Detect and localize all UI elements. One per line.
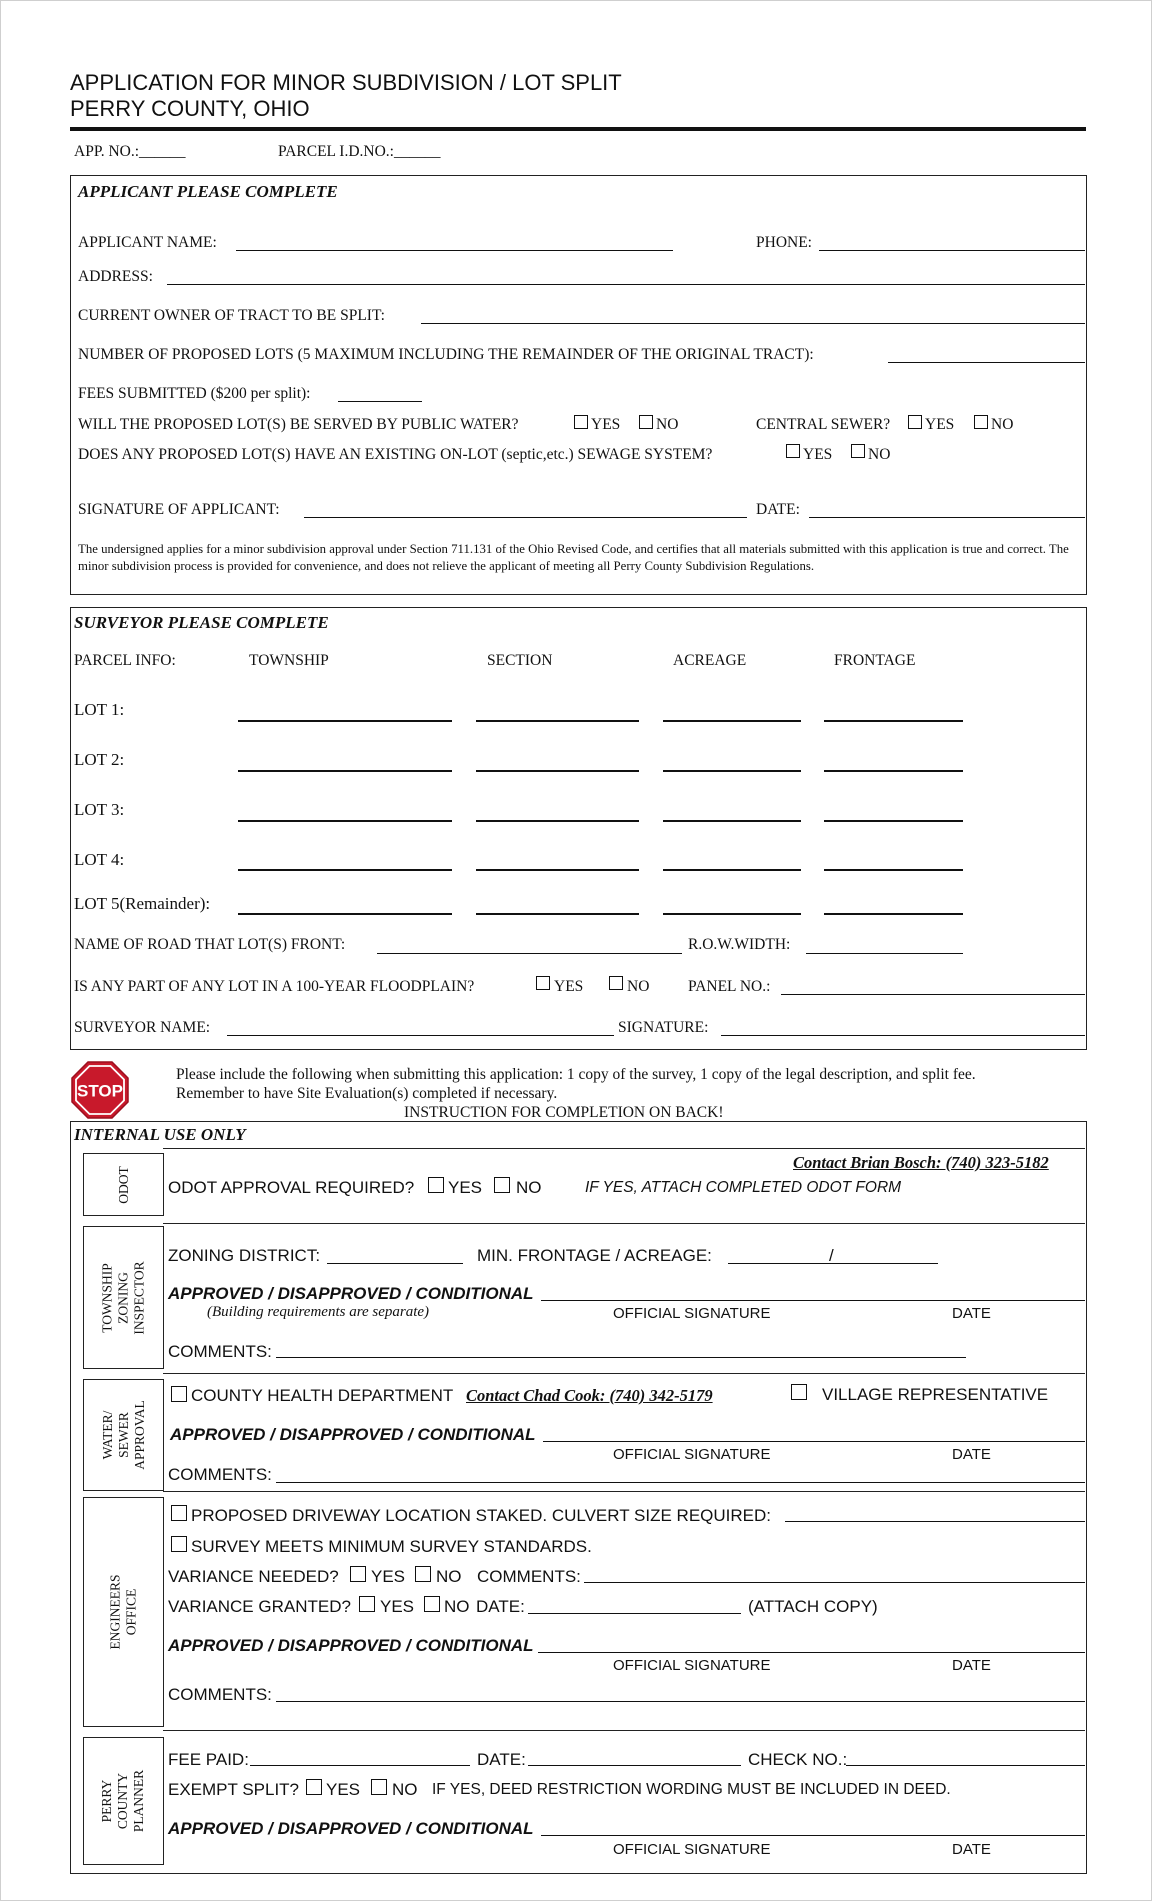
zoning-label-box bbox=[83, 1226, 164, 1369]
lot-3-acreage-input[interactable] bbox=[663, 820, 801, 822]
surveyor-signature-input[interactable] bbox=[721, 1035, 1085, 1036]
planner-date-caption: DATE bbox=[952, 1841, 991, 1858]
planner-label bbox=[99, 1770, 147, 1832]
water-comments-label: COMMENTS: bbox=[168, 1465, 272, 1484]
odot-yes-checkbox[interactable] bbox=[428, 1177, 444, 1193]
lot-5-township-input[interactable] bbox=[238, 913, 452, 915]
floodplain-question: IS ANY PART OF ANY LOT IN A 100-YEAR FLOODPLAIN? bbox=[74, 978, 475, 995]
lot-1-section-input[interactable] bbox=[476, 720, 639, 722]
village-rep-checkbox[interactable] bbox=[791, 1384, 807, 1400]
engineers-official-signature-input[interactable] bbox=[538, 1652, 1085, 1653]
variance-comments-label: COMMENTS: bbox=[477, 1567, 581, 1586]
onlot-yes-checkbox[interactable] bbox=[786, 444, 800, 458]
lot-1-acreage-input[interactable] bbox=[663, 720, 801, 722]
public-water-no-checkbox[interactable] bbox=[639, 415, 653, 429]
applicant-signature-input[interactable] bbox=[304, 517, 747, 518]
floodplain-no-checkbox[interactable] bbox=[609, 976, 623, 990]
water-bottom-rule bbox=[163, 1491, 1085, 1492]
water-date-caption: DATE bbox=[952, 1446, 991, 1463]
applicant-disclaimer: The undersigned applies for a minor subdivision approval under Section 711.131 of the Ohio Revised Code, and certifies that all materials submitted with this application is true and correct. The minor subdivision process is provided for convenience, and does not relieve the applicant of meeting all Perry County Subdivision Regulations. bbox=[78, 542, 1069, 573]
variance-granted-yes-label: YES bbox=[380, 1597, 415, 1616]
zoning-district-input[interactable] bbox=[327, 1263, 463, 1264]
exempt-split-label: EXEMPT SPLIT? bbox=[168, 1780, 300, 1799]
driveway-label: PROPOSED DRIVEWAY LOCATION STAKED. CULVERT SIZE REQUIRED: bbox=[191, 1506, 772, 1525]
owner-input[interactable] bbox=[421, 323, 1085, 324]
engineers-label-line2: OFFICE bbox=[123, 1588, 139, 1636]
applicant-name-input[interactable] bbox=[236, 250, 673, 251]
lot-1-label: LOT 1: bbox=[74, 700, 125, 719]
central-sewer-no-label: NO bbox=[991, 416, 1014, 433]
zoning-comments-input[interactable] bbox=[276, 1357, 966, 1358]
variance-needed-no-label: NO bbox=[436, 1567, 462, 1586]
water-contact: Contact Chad Cook: (740) 342-5179 bbox=[466, 1386, 713, 1405]
frontage-acreage-slash: / bbox=[829, 1246, 834, 1265]
lot-3-label: LOT 3: bbox=[74, 800, 125, 819]
variance-needed-label: VARIANCE NEEDED? bbox=[168, 1567, 339, 1586]
engineers-label bbox=[108, 1575, 140, 1650]
building-note: (Building requirements are separate) bbox=[207, 1304, 430, 1320]
planner-date-input[interactable] bbox=[528, 1765, 741, 1766]
exempt-no-label: NO bbox=[392, 1780, 418, 1799]
engineers-comments-input[interactable] bbox=[276, 1701, 1085, 1702]
variance-date-label: DATE: bbox=[476, 1597, 525, 1616]
zoning-date-caption: DATE bbox=[952, 1305, 991, 1322]
form-title: APPLICATION FOR MINOR SUBDIVISION / LOT SPLIT bbox=[70, 70, 622, 95]
odot-top-rule bbox=[163, 1148, 1085, 1149]
zoning-label-line2: ZONING bbox=[115, 1271, 131, 1324]
floodplain-no-label: NO bbox=[627, 978, 650, 995]
phone-input[interactable] bbox=[819, 250, 1085, 251]
odot-question: ODOT APPROVAL REQUIRED? bbox=[168, 1178, 415, 1197]
odot-yes-label: YES bbox=[448, 1178, 483, 1197]
panel-no-input[interactable] bbox=[781, 994, 1085, 995]
min-frontage-label: MIN. FRONTAGE / ACREAGE: bbox=[477, 1246, 712, 1265]
variance-granted-no-label: NO bbox=[444, 1597, 470, 1616]
zoning-label-line1: TOWNSHIP bbox=[99, 1262, 115, 1333]
surveyor-heading: SURVEYOR PLEASE COMPLETE bbox=[74, 613, 329, 632]
central-sewer-yes-checkbox[interactable] bbox=[908, 415, 922, 429]
lot-2-acreage-input[interactable] bbox=[663, 770, 801, 772]
central-sewer-question: CENTRAL SEWER? bbox=[756, 416, 891, 433]
lot-5-section-input[interactable] bbox=[476, 913, 639, 915]
variance-needed-yes-label: YES bbox=[371, 1567, 406, 1586]
odot-bottom-rule bbox=[163, 1223, 1085, 1224]
lot-3-township-input[interactable] bbox=[238, 820, 452, 822]
check-no-input[interactable] bbox=[846, 1765, 1085, 1766]
col-frontage: FRONTAGE bbox=[834, 652, 916, 669]
public-water-yes-checkbox[interactable] bbox=[574, 415, 588, 429]
road-input[interactable] bbox=[377, 953, 682, 954]
water-official-signature-caption: OFFICIAL SIGNATURE bbox=[613, 1446, 771, 1463]
planner-label-line2: COUNTY bbox=[115, 1772, 131, 1830]
onlot-no-label: NO bbox=[868, 446, 891, 463]
address-input[interactable] bbox=[167, 284, 1085, 285]
engineers-official-signature-caption: OFFICIAL SIGNATURE bbox=[613, 1657, 771, 1674]
village-rep-label: VILLAGE REPRESENTATIVE bbox=[822, 1385, 1049, 1404]
attach-copy-label: (ATTACH COPY) bbox=[748, 1597, 878, 1616]
col-acreage: ACREAGE bbox=[673, 652, 747, 669]
odot-no-label: NO bbox=[516, 1178, 542, 1197]
planner-label-box bbox=[83, 1737, 164, 1865]
exempt-yes-checkbox[interactable] bbox=[306, 1779, 322, 1795]
county-health-checkbox[interactable] bbox=[171, 1386, 187, 1402]
row-width-input[interactable] bbox=[806, 953, 963, 954]
engineers-date-caption: DATE bbox=[952, 1657, 991, 1674]
zoning-district-label: ZONING DISTRICT: bbox=[168, 1246, 321, 1265]
lot-4-township-input[interactable] bbox=[238, 869, 452, 871]
zoning-official-signature-caption: OFFICIAL SIGNATURE bbox=[613, 1305, 771, 1322]
planner-official-signature-caption: OFFICIAL SIGNATURE bbox=[613, 1841, 771, 1858]
planner-label-line3: PLANNER bbox=[131, 1769, 147, 1833]
variance-granted-label: VARIANCE GRANTED? bbox=[168, 1597, 351, 1616]
water-label-line3: APPROVAL bbox=[131, 1400, 147, 1470]
planner-approval-label: APPROVED / DISAPPROVED / CONDITIONAL bbox=[168, 1819, 534, 1838]
lot-4-section-input[interactable] bbox=[476, 869, 639, 871]
odot-label-box bbox=[83, 1153, 164, 1216]
applicant-signature-label: SIGNATURE OF APPLICANT: bbox=[78, 501, 280, 518]
stop-notice-line3: INSTRUCTION FOR COMPLETION ON BACK! bbox=[404, 1104, 724, 1121]
num-lots-input[interactable] bbox=[888, 362, 1085, 363]
engineers-label-line1: ENGINEERS bbox=[107, 1574, 123, 1650]
col-township: TOWNSHIP bbox=[249, 652, 329, 669]
public-water-question: WILL THE PROPOSED LOT(S) BE SERVED BY PUBLIC WATER? bbox=[78, 416, 519, 433]
deed-note: IF YES, DEED RESTRICTION WORDING MUST BE INCLUDED IN DEED. bbox=[432, 1781, 951, 1798]
panel-no-label: PANEL NO.: bbox=[688, 978, 771, 995]
fees-input[interactable] bbox=[338, 401, 422, 402]
lot-5-frontage-input[interactable] bbox=[824, 913, 963, 915]
stop-notice-line2: Remember to have Site Evaluation(s) completed if necessary. bbox=[176, 1085, 558, 1102]
lot-4-acreage-input[interactable] bbox=[663, 869, 801, 871]
variance-granted-yes-checkbox[interactable] bbox=[359, 1596, 375, 1612]
app-no-field[interactable]: APP. NO.:______ bbox=[74, 143, 186, 160]
lot-2-section-input[interactable] bbox=[476, 770, 639, 772]
water-comments-input[interactable] bbox=[276, 1482, 1085, 1483]
water-label-box bbox=[83, 1379, 164, 1491]
lot-2-township-input[interactable] bbox=[238, 770, 452, 772]
applicant-date-input[interactable] bbox=[809, 517, 1085, 518]
stop-notice-line1: Please include the following when submitting this application: 1 copy of the survey, 1 copy of the legal description, and split fee. bbox=[176, 1066, 976, 1083]
variance-comments-input[interactable] bbox=[584, 1582, 1085, 1583]
zoning-approval-label: APPROVED / DISAPPROVED / CONDITIONAL bbox=[168, 1284, 534, 1303]
planner-label-line1: PERRY bbox=[99, 1779, 115, 1823]
engineers-bottom-rule bbox=[163, 1730, 1085, 1731]
zoning-label-line3: INSPECTOR bbox=[131, 1260, 147, 1335]
zoning-label bbox=[100, 1261, 148, 1334]
zoning-official-signature-input[interactable] bbox=[541, 1300, 1085, 1301]
applicant-name-label: APPLICANT NAME: bbox=[78, 234, 217, 251]
onlot-yes-label: YES bbox=[803, 446, 833, 463]
survey-standards-label: SURVEY MEETS MINIMUM SURVEY STANDARDS. bbox=[191, 1537, 592, 1556]
surveyor-signature-label: SIGNATURE: bbox=[618, 1019, 709, 1036]
header-rule bbox=[70, 127, 1086, 131]
water-label bbox=[100, 1400, 148, 1470]
odot-label: ODOT bbox=[115, 1165, 131, 1204]
zoning-comments-label: COMMENTS: bbox=[168, 1342, 272, 1361]
lot-1-township-input[interactable] bbox=[238, 720, 452, 722]
phone-label: PHONE: bbox=[756, 234, 812, 251]
lot-3-frontage-input[interactable] bbox=[824, 820, 963, 822]
variance-date-input[interactable] bbox=[528, 1613, 741, 1614]
zoning-bottom-rule bbox=[163, 1373, 1085, 1374]
engineers-approval-label: APPROVED / DISAPPROVED / CONDITIONAL bbox=[168, 1636, 534, 1655]
floodplain-yes-checkbox[interactable] bbox=[536, 976, 550, 990]
surveyor-name-label: SURVEYOR NAME: bbox=[74, 1019, 211, 1036]
stop-sign-icon bbox=[71, 1061, 129, 1119]
odot-contact: Contact Brian Bosch: (740) 323-5182 bbox=[793, 1153, 1049, 1172]
lot-5-acreage-input[interactable] bbox=[663, 913, 801, 915]
lot-1-frontage-input[interactable] bbox=[824, 720, 963, 722]
owner-label: CURRENT OWNER OF TRACT TO BE SPLIT: bbox=[78, 307, 385, 324]
fees-label: FEES SUBMITTED ($200 per split): bbox=[78, 385, 311, 402]
address-label: ADDRESS: bbox=[78, 268, 153, 285]
road-label: NAME OF ROAD THAT LOT(S) FRONT: bbox=[74, 936, 346, 953]
water-official-signature-input[interactable] bbox=[543, 1441, 1085, 1442]
driveway-staked-checkbox[interactable] bbox=[171, 1505, 187, 1521]
central-sewer-no-checkbox[interactable] bbox=[974, 415, 988, 429]
lot-4-label: LOT 4: bbox=[74, 850, 125, 869]
num-lots-label: NUMBER OF PROPOSED LOTS (5 MAXIMUM INCLUDING THE REMAINDER OF THE ORIGINAL TRACT): bbox=[78, 346, 814, 363]
applicant-date-label: DATE: bbox=[756, 501, 800, 518]
water-label-line1: WATER/ bbox=[99, 1410, 115, 1460]
exempt-yes-label: YES bbox=[326, 1780, 361, 1799]
fee-paid-label: FEE PAID: bbox=[168, 1750, 249, 1769]
odot-no-checkbox[interactable] bbox=[494, 1177, 510, 1193]
planner-date-label: DATE: bbox=[477, 1750, 526, 1769]
public-water-no-label: NO bbox=[656, 416, 679, 433]
planner-official-signature-input[interactable] bbox=[541, 1835, 1085, 1836]
stop-sign-text: STOP bbox=[77, 1081, 123, 1101]
water-approval-label: APPROVED / DISAPPROVED / CONDITIONAL bbox=[170, 1425, 536, 1444]
lot-2-label: LOT 2: bbox=[74, 750, 125, 769]
variance-needed-no-checkbox[interactable] bbox=[415, 1566, 431, 1582]
variance-needed-yes-checkbox[interactable] bbox=[350, 1566, 366, 1582]
culvert-size-input[interactable] bbox=[785, 1521, 1085, 1522]
row-width-label: R.O.W.WIDTH: bbox=[688, 936, 791, 953]
fee-paid-input[interactable] bbox=[250, 1765, 470, 1766]
variance-granted-no-checkbox[interactable] bbox=[424, 1596, 440, 1612]
lot-3-section-input[interactable] bbox=[476, 820, 639, 822]
parcel-info-label: PARCEL INFO: bbox=[74, 652, 176, 669]
onlot-sewage-question: DOES ANY PROPOSED LOT(S) HAVE AN EXISTING ON-LOT (septic,etc.) SEWAGE SYSTEM? bbox=[78, 446, 713, 463]
form-subtitle: PERRY COUNTY, OHIO bbox=[70, 96, 310, 121]
onlot-no-checkbox[interactable] bbox=[851, 444, 865, 458]
internal-heading: INTERNAL USE ONLY bbox=[74, 1125, 246, 1144]
odot-note: IF YES, ATTACH COMPLETED ODOT FORM bbox=[585, 1179, 902, 1196]
check-no-label: CHECK NO.: bbox=[748, 1750, 848, 1769]
survey-standards-checkbox[interactable] bbox=[171, 1536, 187, 1552]
lot-5-label: LOT 5(Remainder): bbox=[74, 894, 211, 913]
parcel-id-field[interactable]: PARCEL I.D.NO.:______ bbox=[278, 143, 441, 160]
county-health-label: COUNTY HEALTH DEPARTMENT bbox=[191, 1386, 454, 1405]
engineers-comments-label: COMMENTS: bbox=[168, 1685, 272, 1704]
lot-2-frontage-input[interactable] bbox=[824, 770, 963, 772]
surveyor-name-input[interactable] bbox=[227, 1035, 614, 1036]
col-section: SECTION bbox=[487, 652, 553, 669]
floodplain-yes-label: YES bbox=[554, 978, 584, 995]
central-sewer-yes-label: YES bbox=[925, 416, 955, 433]
public-water-yes-label: YES bbox=[591, 416, 621, 433]
lot-4-frontage-input[interactable] bbox=[824, 869, 963, 871]
applicant-heading: APPLICANT PLEASE COMPLETE bbox=[78, 182, 338, 201]
engineers-label-box bbox=[83, 1497, 164, 1727]
water-label-line2: SEWER bbox=[115, 1412, 131, 1458]
exempt-no-checkbox[interactable] bbox=[371, 1779, 387, 1795]
